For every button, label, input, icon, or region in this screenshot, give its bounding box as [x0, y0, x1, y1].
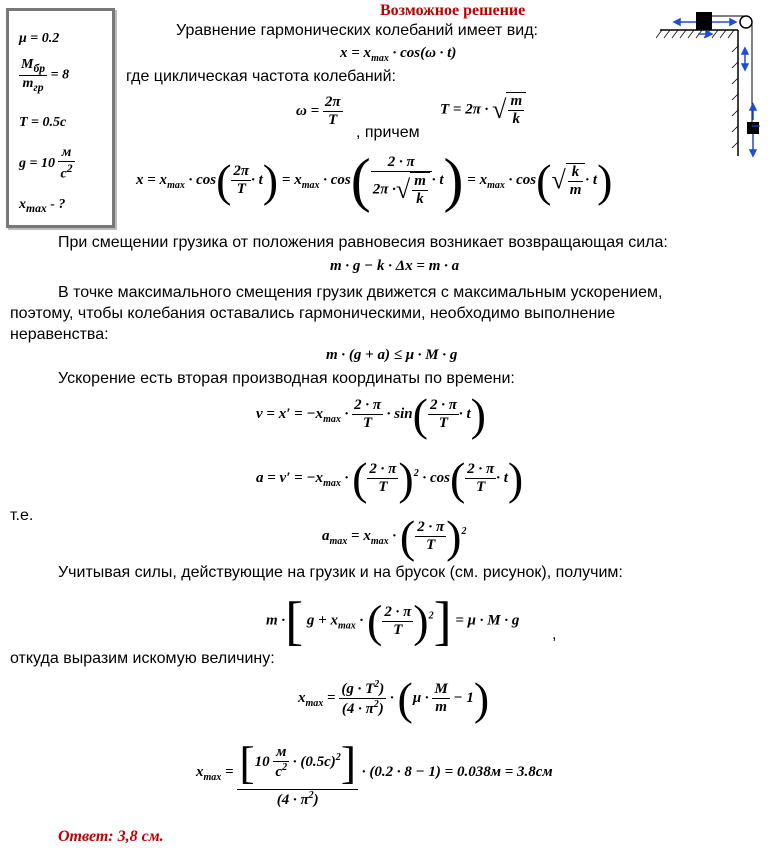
formula-force: m · g − k · Δx = m · a	[330, 258, 460, 274]
given-g: g = 10 $\frac{м}{c^2}$	[19, 145, 73, 182]
given-xmax: $x_{max}$ - ?	[19, 197, 66, 215]
formula-acceleration: $a = v' = -x_{max}$ · ( $\frac{2 \cdot \pi}{T}$ )$^2$ · cos( $\frac{2 \cdot \pi}{T}$ · t)	[256, 453, 524, 504]
text-te: т.е.	[10, 507, 34, 524]
text-express: откуда выразим искомую величину:	[10, 650, 275, 667]
formula-inequality: m · (g + a) ≤ μ · M · g	[326, 347, 458, 363]
formula-x-t: $x = x_{max} \cdot \cos(\omega \cdot t)$	[340, 45, 457, 64]
text-max-displacement: В точке максимального смещения грузик движется с максимальным ускорением,	[58, 284, 663, 301]
text-inequality-label: неравенства:	[10, 326, 109, 343]
text-prichem: , причем	[356, 124, 420, 141]
formula-numeric: $x_{max}$ = [10 $\frac{м}{c^2}$ · $(0.5c)^2$] $(4 \cdot \pi^2)$ · (0.2 · 8 − 1) = 0.038м = 3.8см	[196, 737, 553, 808]
text-comma: ,	[552, 626, 557, 643]
formula-xmax: $x_{max}$ = $\frac{(g \cdot T^2)}{(4 \cdot \pi^2)}$ · (μ · $\frac{M}{m}$ − 1)	[298, 673, 490, 724]
formula-velocity: $v = x' = -x_{max}$ · $\frac{2 \cdot \pi}{T}$ · sin( $\frac{2 \cdot \pi}{T}$ · t)	[256, 389, 486, 440]
page-title: Возможное решение	[380, 2, 526, 19]
pulley-diagram	[656, 6, 772, 160]
formula-force-balance: m ·[ $g + x_{max}$ · ( $\frac{2 \cdot \pi}{T}$ )$^2$] = μ · M · g	[266, 591, 520, 651]
formula-period: T = 2π · √ $\frac{m}{k}$	[440, 92, 526, 128]
answer-text: Ответ: 3,8 см.	[58, 828, 164, 845]
text-acceleration-derivative: Ускорение есть вторая производная координаты по времени:	[58, 370, 515, 387]
given-box	[6, 8, 115, 228]
given-mass-ratio: $\frac{M_{бр}}{m_{гр}}$ = 8	[21, 57, 70, 94]
text-cyclic-frequency: где циклическая частота колебаний:	[126, 68, 396, 85]
formula-omega: ω = $\frac{2\pi}{T}$	[296, 94, 341, 128]
formula-substitution: $x = x_{max} \cdot \cos$( $\frac{2\pi}{T}$ · $t) = x_{max} \cdot \cos$( 2 · π 2π ·√ $\frac{m}{k}$ · $t) = x_{max} \cdot \cos(√$ $\frac{k}{m}$ · t)	[136, 147, 613, 213]
given-period: T = 0.5c	[19, 115, 67, 130]
text-harmonic-condition: поэтому, чтобы колебания оставались гармоническими, необходимо выполнение	[10, 305, 616, 322]
text-harmonic-equation: Уравнение гармонических колебаний имеет вид:	[176, 22, 538, 39]
formula-amax: $a_{max} = x_{max}$ · ( $\frac{2 \cdot \pi}{T}$ )$^2$	[322, 511, 467, 562]
text-restoring-force: При смещении грузика от положения равновесия возникает возвращающая сила:	[58, 234, 668, 251]
given-mu: μ = 0.2	[19, 31, 60, 46]
text-forces: Учитывая силы, действующие на грузик и на брусок (см. рисунок), получим:	[58, 564, 623, 581]
